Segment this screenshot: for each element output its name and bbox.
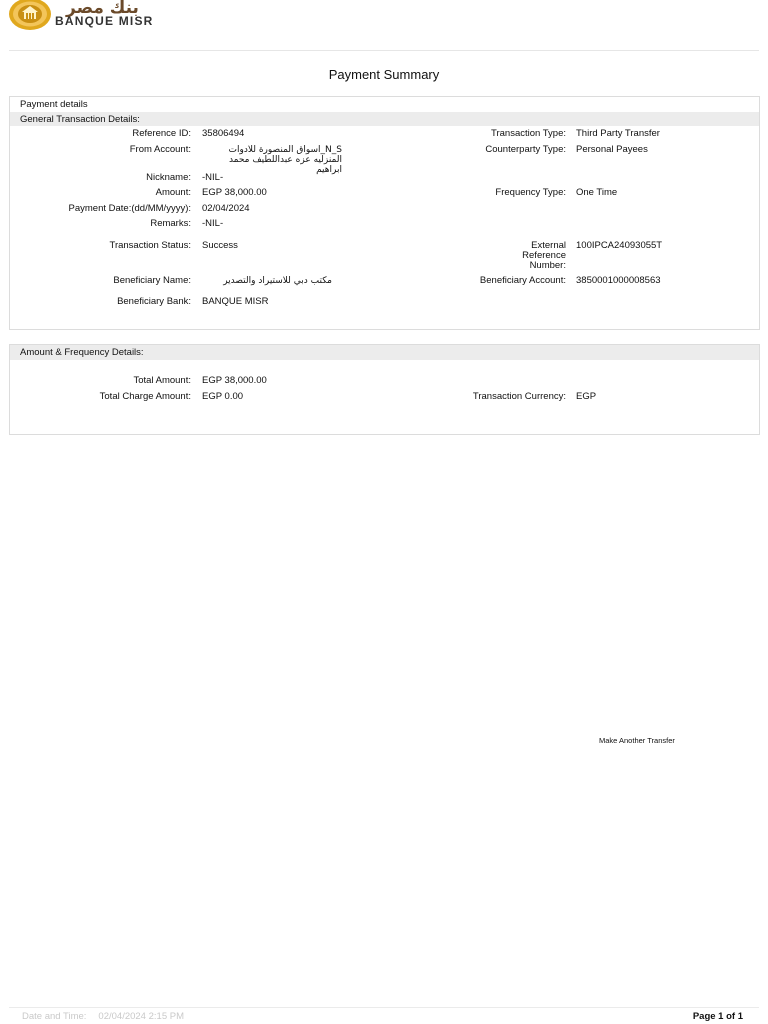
external-reference-value: 100IPCA24093055T bbox=[576, 240, 663, 251]
frequency-type-label: Frequency Type: bbox=[495, 187, 566, 198]
transaction-status-label: Transaction Status: bbox=[109, 240, 191, 251]
logo-english-text: BANQUE MISR bbox=[55, 14, 154, 28]
bank-header bbox=[8, 0, 760, 32]
total-charge-amount-label: Total Charge Amount: bbox=[99, 391, 191, 402]
logo-arabic-text: بنك مصر bbox=[66, 0, 139, 18]
beneficiary-bank-value: BANQUE MISR bbox=[202, 296, 269, 307]
payment-date-value: 02/04/2024 bbox=[202, 203, 250, 214]
footer-date-time bbox=[22, 1011, 184, 1022]
counterparty-type-label: Counterparty Type: bbox=[485, 144, 566, 155]
total-amount-label: Total Amount: bbox=[133, 375, 191, 386]
remarks-value: -NIL- bbox=[202, 218, 224, 229]
nickname-label: Nickname: bbox=[146, 172, 191, 183]
nickname-value: -NIL- bbox=[202, 172, 224, 183]
transaction-currency-label: Transaction Currency: bbox=[472, 391, 566, 402]
from-account-value: N_S_اسواق المنصورة للادوات المنزليه عزه عبداللطيف محمد ابراهيم bbox=[228, 145, 342, 175]
payment-date-label: Payment Date:(dd/MM/yyyy): bbox=[68, 203, 191, 214]
beneficiary-account-value: 3850001000008563 bbox=[576, 275, 661, 286]
reference-id-value: 35806494 bbox=[202, 128, 245, 139]
beneficiary-bank-label: Beneficiary Bank: bbox=[117, 296, 191, 307]
counterparty-type-value: Personal Payees bbox=[576, 144, 648, 155]
date-time-label: Date and Time: bbox=[22, 1011, 87, 1022]
footer-divider bbox=[9, 1007, 759, 1008]
page-number: Page 1 of 1 bbox=[692, 1011, 743, 1022]
amount-frequency-header bbox=[10, 345, 759, 360]
amount-value: EGP 38,000.00 bbox=[202, 187, 267, 198]
total-amount-value: EGP 38,000.00 bbox=[202, 375, 267, 386]
general-transaction-details-header bbox=[10, 112, 759, 126]
transaction-type-value: Third Party Transfer bbox=[576, 128, 660, 139]
reference-id-label: Reference ID: bbox=[132, 128, 191, 139]
transaction-type-label: Transaction Type: bbox=[491, 128, 566, 139]
date-time-value: 02/04/2024 2:15 PM bbox=[98, 1011, 184, 1022]
beneficiary-account-label: Beneficiary Account: bbox=[479, 275, 566, 286]
frequency-type-value: One Time bbox=[576, 187, 618, 198]
total-charge-amount-value: EGP 0.00 bbox=[202, 391, 244, 402]
beneficiary-name-value: مكتب دبي للاستيراد والتصدير bbox=[223, 276, 332, 286]
header-divider bbox=[9, 50, 759, 51]
transaction-status-value: Success bbox=[202, 240, 238, 251]
section-title: General Transaction Details: bbox=[20, 114, 140, 125]
payment-details-panel bbox=[9, 96, 760, 330]
transaction-currency-value: EGP bbox=[576, 391, 597, 402]
remarks-label: Remarks: bbox=[150, 218, 191, 229]
external-reference-label: External Reference Number: bbox=[522, 240, 566, 271]
amount-label: Amount: bbox=[155, 187, 191, 198]
page-title: Payment Summary bbox=[328, 67, 440, 82]
banque-misr-logo-icon bbox=[8, 0, 54, 32]
section-title: Amount & Frequency Details: bbox=[20, 347, 144, 358]
make-another-transfer-link[interactable]: Make Another Transfer bbox=[599, 736, 675, 745]
beneficiary-name-label: Beneficiary Name: bbox=[113, 275, 191, 286]
from-account-label: From Account: bbox=[129, 144, 191, 155]
amount-frequency-panel bbox=[9, 344, 760, 435]
payment-details-label: Payment details bbox=[20, 99, 88, 110]
